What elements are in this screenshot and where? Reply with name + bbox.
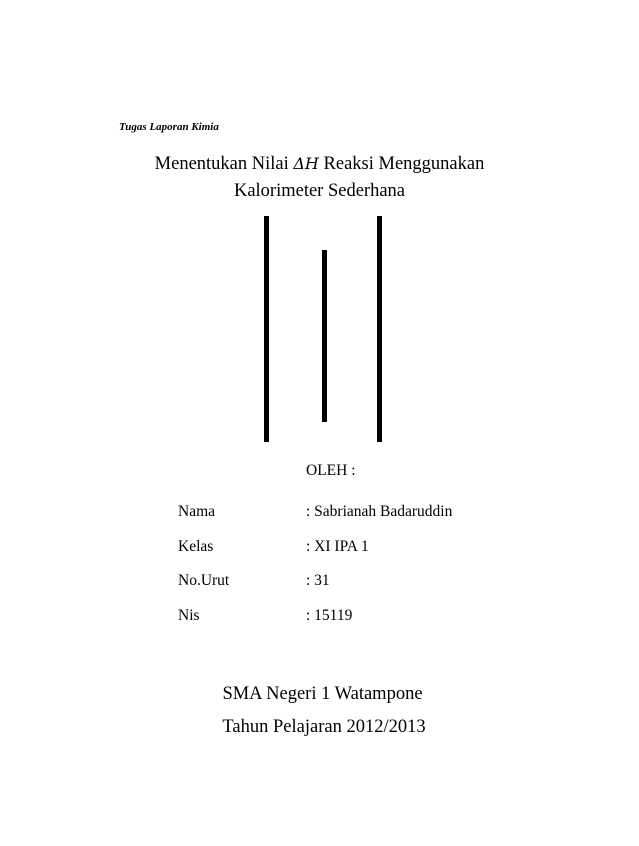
student-id-value: : 15119 <box>306 607 353 624</box>
class-label: Kelas <box>178 538 214 555</box>
report-title <box>0 150 639 205</box>
student-id-label: Nis <box>178 607 200 624</box>
title-text-after: Reaksi Menggunakan <box>318 154 485 174</box>
title-text-before: Menentukan Nilai <box>154 154 294 174</box>
name-value: : Sabrianah Badaruddin <box>306 503 453 520</box>
academic-year: Tahun Pelajaran 2012/2013 <box>222 717 426 737</box>
course-label: Tugas Laporan Kimia <box>119 121 219 133</box>
decorative-bar-left <box>264 216 269 442</box>
delta-h-symbol: ΔH <box>293 154 319 173</box>
order-number-value: : 31 <box>306 572 330 589</box>
class-value: : XI IPA 1 <box>306 538 369 555</box>
title-line-1 <box>0 150 639 178</box>
decorative-bar-middle <box>322 250 327 422</box>
name-label: Nama <box>178 503 216 520</box>
school-name: SMA Negeri 1 Watampone <box>222 684 423 704</box>
academic-year-line <box>0 717 639 738</box>
school-line <box>0 684 639 705</box>
order-number-label: No.Urut <box>178 572 230 589</box>
title-line-2: Kalorimeter Sederhana <box>233 181 406 201</box>
by-label: OLEH : <box>306 462 356 479</box>
decorative-bar-right <box>377 216 382 442</box>
